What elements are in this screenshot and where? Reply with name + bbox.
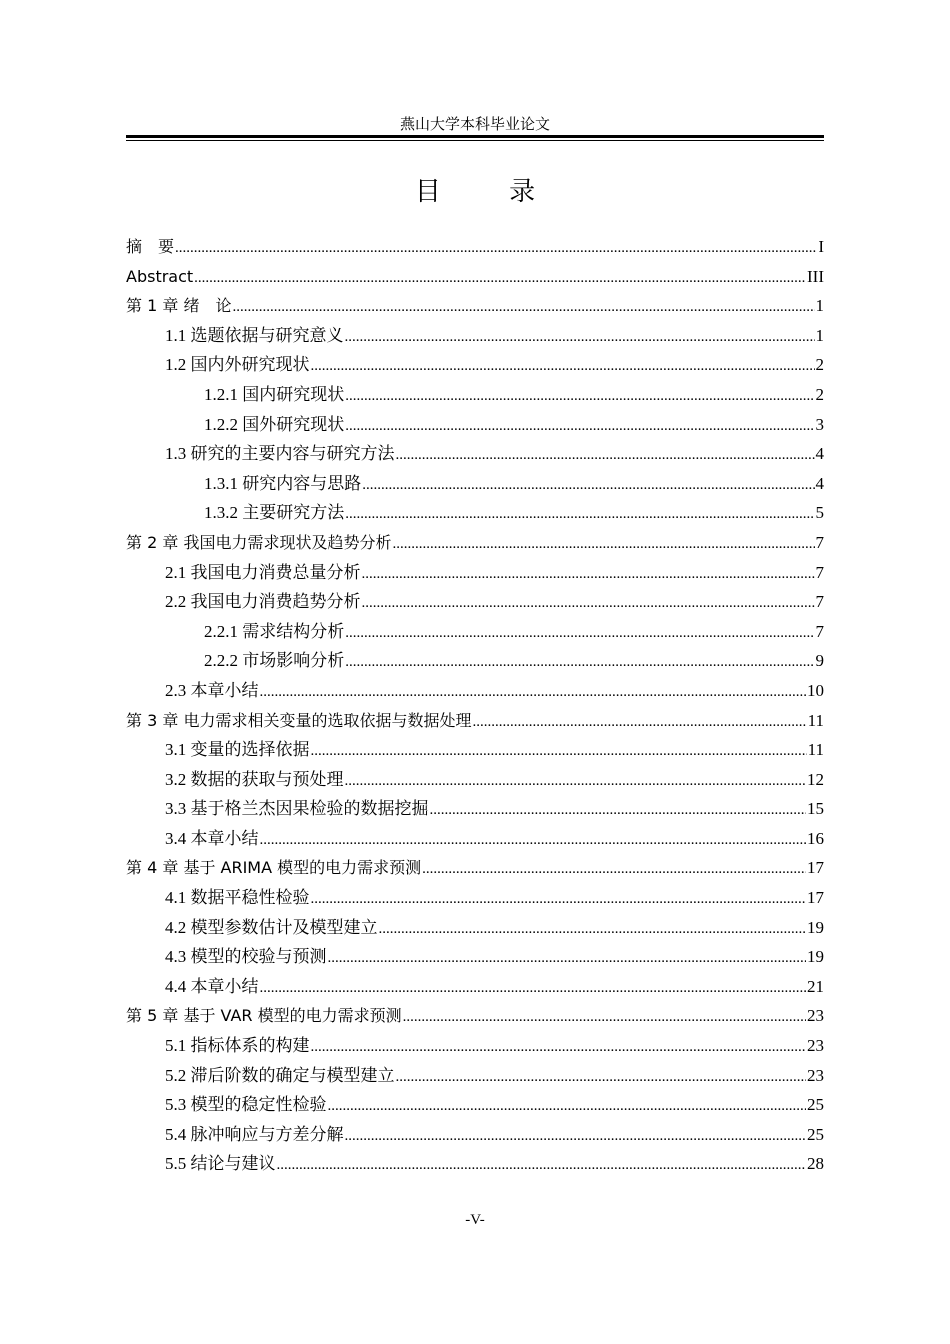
page-title: 目 录 <box>414 177 566 207</box>
toc-dot-leader <box>260 974 807 1004</box>
toc-dot-leader <box>345 323 815 353</box>
toc-entry-page: 19 <box>807 947 824 967</box>
toc-dot-leader <box>345 767 807 797</box>
toc-entry-page: 15 <box>807 799 824 819</box>
toc-entry[interactable] <box>126 972 824 1002</box>
toc-entry-page: 17 <box>807 888 824 908</box>
toc-entry-title: 第 2 章 我国电力需求现状及趋势分析 <box>126 532 392 552</box>
table-of-contents <box>126 232 824 1179</box>
toc-entry-title: 1.1 选题依据与研究意义 <box>165 325 344 345</box>
toc-entry-page: 11 <box>807 710 824 730</box>
toc-dot-leader <box>472 708 806 738</box>
toc-entry[interactable] <box>126 558 824 588</box>
toc-entry[interactable] <box>126 1031 824 1061</box>
toc-entry-page: 3 <box>815 414 824 434</box>
toc-entry[interactable] <box>126 232 824 262</box>
toc-entry-page: 1 <box>815 325 824 345</box>
toc-entry[interactable] <box>126 1149 824 1179</box>
toc-entry-title: 4.1 数据平稳性检验 <box>165 888 310 908</box>
toc-entry-page: 9 <box>815 651 824 671</box>
toc-entry-page: 25 <box>807 1095 824 1115</box>
toc-entry[interactable] <box>126 853 824 883</box>
toc-entry[interactable] <box>126 262 824 292</box>
toc-entry[interactable] <box>126 321 824 351</box>
toc-entry-title: 2.2.2 市场影响分析 <box>204 651 345 671</box>
toc-entry-title: 4.3 模型的校验与预测 <box>165 947 327 967</box>
toc-entry-title: 1.2.1 国内研究现状 <box>204 384 345 404</box>
toc-entry-page: 7 <box>815 532 824 552</box>
page-number: -V- <box>465 1212 485 1228</box>
header-rule-thick <box>126 135 824 138</box>
toc-dot-leader <box>232 293 814 323</box>
toc-dot-leader <box>345 412 814 442</box>
toc-entry-page: 21 <box>807 976 824 996</box>
toc-entry-title: 3.3 基于格兰杰因果检验的数据挖掘 <box>165 799 429 819</box>
toc-entry-page: 23 <box>807 1065 824 1085</box>
toc-entry-page: 1 <box>815 296 824 316</box>
toc-entry[interactable] <box>126 350 824 380</box>
toc-dot-leader <box>277 1151 807 1181</box>
toc-entry[interactable] <box>126 1090 824 1120</box>
toc-entry-title: 1.3.2 主要研究方法 <box>204 503 345 523</box>
toc-entry-page: 10 <box>807 680 824 700</box>
toc-entry[interactable] <box>126 291 824 321</box>
toc-entry-page: 2 <box>815 355 824 375</box>
toc-dot-leader <box>345 382 814 412</box>
toc-entry-page: I <box>818 237 824 256</box>
toc-entry-page: 23 <box>807 1006 824 1026</box>
toc-entry-title: 5.5 结论与建议 <box>165 1154 276 1174</box>
toc-entry-title: 5.4 脉冲响应与方差分解 <box>165 1124 344 1144</box>
toc-entry-page: 2 <box>815 384 824 404</box>
toc-dot-leader <box>422 855 806 885</box>
toc-entry[interactable] <box>126 1061 824 1091</box>
toc-entry-title: 第 4 章 基于 ARIMA 模型的电力需求预测 <box>126 858 422 878</box>
toc-entry[interactable] <box>126 410 824 440</box>
toc-entry-title: 4.4 本章小结 <box>165 976 259 996</box>
toc-dot-leader <box>311 885 807 915</box>
toc-dot-leader <box>362 589 815 619</box>
toc-entry-title: Abstract <box>126 266 194 286</box>
toc-entry[interactable] <box>126 1120 824 1150</box>
toc-entry[interactable] <box>126 439 824 469</box>
toc-entry-page: III <box>807 266 824 286</box>
toc-entry-page: 4 <box>815 473 824 493</box>
toc-entry-page: 16 <box>807 828 824 848</box>
toc-dot-leader <box>260 678 807 708</box>
toc-dot-leader <box>345 619 814 649</box>
toc-entry-title: 3.1 变量的选择依据 <box>165 740 310 760</box>
toc-dot-leader <box>311 1033 807 1063</box>
toc-entry[interactable] <box>126 824 824 854</box>
toc-entry-page: 5 <box>815 503 824 523</box>
toc-entry-page: 7 <box>815 592 824 612</box>
toc-entry-page: 17 <box>807 858 824 878</box>
toc-entry-title: 2.3 本章小结 <box>165 680 259 700</box>
toc-entry-title: 1.3 研究的主要内容与研究方法 <box>165 444 395 464</box>
toc-entry-page: 19 <box>807 917 824 937</box>
toc-entry-page: 7 <box>815 562 824 582</box>
toc-dot-leader <box>345 1122 807 1152</box>
toc-entry[interactable] <box>126 528 824 558</box>
toc-dot-leader <box>430 796 807 826</box>
toc-entry-title: 2.2.1 需求结构分析 <box>204 621 345 641</box>
toc-entry[interactable] <box>126 676 824 706</box>
toc-dot-leader <box>379 915 807 945</box>
toc-entry[interactable] <box>126 765 824 795</box>
toc-entry-title: 摘 要 <box>126 237 175 256</box>
running-header: 燕山大学本科毕业论文 <box>399 117 550 133</box>
toc-entry[interactable] <box>126 883 824 913</box>
toc-entry-title: 1.3.1 研究内容与思路 <box>204 473 362 493</box>
toc-entry[interactable] <box>126 942 824 972</box>
toc-entry[interactable] <box>126 913 824 943</box>
toc-entry[interactable] <box>126 1001 824 1031</box>
toc-dot-leader <box>362 471 814 501</box>
toc-entry-page: 28 <box>807 1154 824 1174</box>
toc-entry-title: 5.3 模型的稳定性检验 <box>165 1095 327 1115</box>
toc-entry-title: 3.4 本章小结 <box>165 828 259 848</box>
toc-dot-leader <box>311 352 815 382</box>
toc-entry[interactable] <box>126 469 824 499</box>
toc-dot-leader <box>403 1003 806 1033</box>
toc-entry-title: 第 1 章 绪 论 <box>126 296 232 316</box>
toc-entry-title: 1.2.2 国外研究现状 <box>204 414 345 434</box>
toc-dot-leader <box>260 826 807 856</box>
header-rule-thin <box>126 140 824 141</box>
toc-dot-leader <box>396 1063 807 1093</box>
toc-entry[interactable] <box>126 706 824 736</box>
toc-entry-title: 5.2 滞后阶数的确定与模型建立 <box>165 1065 395 1085</box>
toc-entry[interactable] <box>126 646 824 676</box>
toc-entry-page: 23 <box>807 1036 824 1056</box>
toc-entry-page: 11 <box>807 740 824 760</box>
toc-entry-title: 2.1 我国电力消费总量分析 <box>165 562 361 582</box>
toc-dot-leader <box>392 530 814 560</box>
toc-entry-page: 25 <box>807 1124 824 1144</box>
toc-entry-title: 1.2 国内外研究现状 <box>165 355 310 375</box>
toc-dot-leader <box>328 944 807 974</box>
toc-entry-title: 4.2 模型参数估计及模型建立 <box>165 917 378 937</box>
toc-entry-title: 第 3 章 电力需求相关变量的选取依据与数据处理 <box>126 710 472 730</box>
toc-entry-title: 5.1 指标体系的构建 <box>165 1036 310 1056</box>
toc-entry[interactable] <box>126 617 824 647</box>
toc-dot-leader <box>194 264 806 294</box>
toc-entry[interactable] <box>126 794 824 824</box>
toc-entry-page: 7 <box>815 621 824 641</box>
toc-entry[interactable] <box>126 498 824 528</box>
toc-dot-leader <box>345 500 814 530</box>
toc-dot-leader <box>175 234 817 264</box>
toc-dot-leader <box>328 1092 807 1122</box>
toc-dot-leader <box>311 737 807 767</box>
toc-entry-title: 2.2 我国电力消费趋势分析 <box>165 592 361 612</box>
toc-entry-page: 12 <box>807 769 824 789</box>
toc-entry-title: 3.2 数据的获取与预处理 <box>165 769 344 789</box>
toc-dot-leader <box>362 560 815 590</box>
toc-entry-title: 第 5 章 基于 VAR 模型的电力需求预测 <box>126 1006 402 1026</box>
toc-entry[interactable] <box>126 380 824 410</box>
toc-dot-leader <box>396 441 815 471</box>
toc-entry-page: 4 <box>815 444 824 464</box>
toc-entry[interactable] <box>126 587 824 617</box>
toc-entry[interactable] <box>126 735 824 765</box>
toc-dot-leader <box>345 648 814 678</box>
